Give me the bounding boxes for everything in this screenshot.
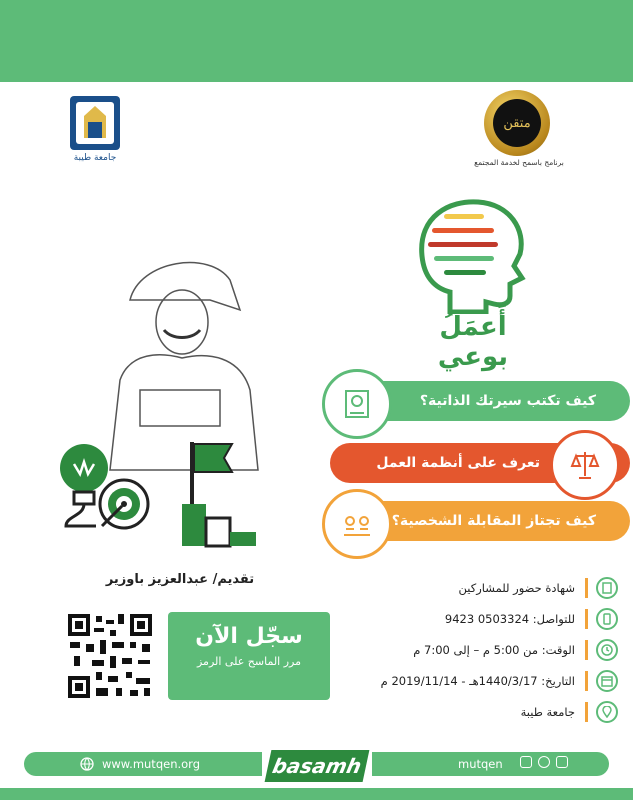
taibah-logo-caption: جامعة طيبة	[73, 153, 117, 163]
taibah-university-logo	[64, 92, 126, 154]
website-link[interactable]: www.mutqen.org	[102, 757, 200, 771]
info-location-text: جامعة طيبة	[520, 705, 575, 719]
phone-icon	[596, 608, 618, 630]
info-divider	[585, 671, 588, 691]
certificate-icon	[596, 577, 618, 599]
topic-interview-label: كيف تجتاز المقابلة الشخصية؟	[391, 513, 596, 529]
info-divider	[585, 578, 588, 598]
info-divider	[585, 609, 588, 629]
mutqen-logo-mark: متقن	[493, 99, 541, 147]
info-row-date	[338, 669, 618, 693]
calendar-icon	[596, 670, 618, 692]
target-icon	[96, 476, 152, 532]
flag-steps-icon	[180, 438, 260, 550]
scales-icon	[550, 430, 620, 500]
instagram-icon[interactable]	[520, 756, 532, 768]
info-row-time	[338, 638, 618, 662]
topic-cv-label: كيف تكتب سيرتك الذاتية؟	[419, 393, 596, 409]
info-row-phone	[338, 607, 618, 631]
info-row-certificate	[338, 576, 618, 600]
clock-icon	[596, 639, 618, 661]
info-time-text: الوقت: من 5:00 م – إلى 7:00 م	[413, 643, 575, 657]
presenter-name: تقديم/ عبدالعزيز باوزير	[105, 572, 255, 587]
head-speech-icon	[410, 196, 530, 314]
sponsor-logo: basamh	[265, 750, 370, 782]
interview-icon	[322, 489, 392, 559]
cv-icon	[322, 369, 392, 439]
info-row-location	[338, 700, 618, 724]
social-handle[interactable]: mutqen	[458, 757, 503, 771]
register-now-box[interactable]	[168, 612, 330, 700]
info-certificate-text: شهادة حضور للمشاركين	[458, 581, 575, 595]
twitter-icon[interactable]	[538, 756, 550, 768]
mutqen-logo	[484, 90, 550, 156]
register-title: سجّل الآن	[195, 624, 303, 649]
info-divider	[585, 702, 588, 722]
location-icon	[596, 701, 618, 723]
register-subtitle: مرر الماسح على الرمز	[196, 655, 301, 668]
info-date-text: التاريخ: 1440/3/17هـ - 2019/11/14 م	[380, 674, 575, 688]
qr-code[interactable]	[66, 612, 154, 700]
mutqen-logo-caption: برنامج باسمح لخدمة المجتمع	[474, 158, 564, 167]
bottom-banner	[0, 788, 633, 800]
social-icons	[520, 756, 580, 772]
info-divider	[585, 640, 588, 660]
info-phone-text: للتواصل: 0503324 9423	[444, 612, 575, 626]
brand-title: أَعمَلُ بوعي	[437, 312, 509, 372]
top-banner	[0, 0, 633, 82]
facebook-icon[interactable]	[556, 756, 568, 768]
topic-labor-law-label: تعرف على أنظمة العمل	[376, 455, 540, 471]
globe-icon	[80, 757, 94, 771]
